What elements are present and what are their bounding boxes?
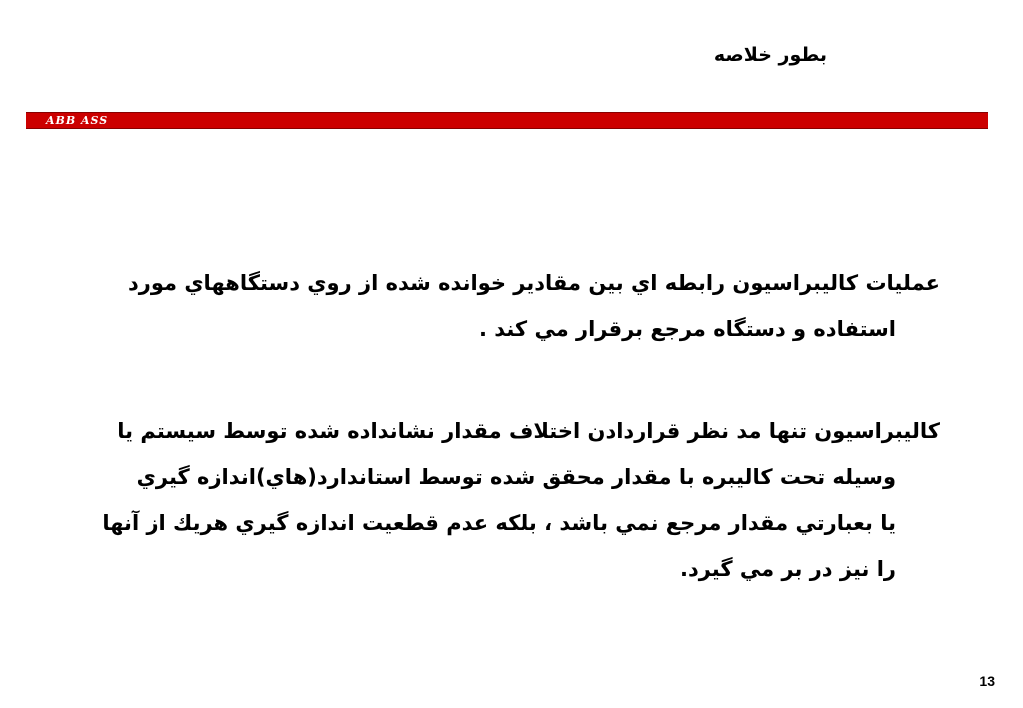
paragraph-calibration-definition: [70, 260, 940, 352]
header-bar: [26, 112, 988, 129]
paragraph-line: را نيز در بر مي گيرد.: [679, 557, 896, 581]
paragraph-line: وسيله تحت كاليبره با مقدار محقق شده توسط استاندارد(هاي)اندازه گيري: [136, 465, 896, 489]
paragraph-calibration-uncertainty: [70, 408, 940, 592]
company-logo: ABB ASS: [46, 114, 109, 127]
slide-title: بطور خلاصه: [713, 44, 827, 66]
page-number: 13: [979, 673, 995, 689]
paragraph-line: عمليات كاليبراسيون رابطه اي بين مقادير خوانده شده از روي دستگاههاي مورد: [127, 271, 940, 295]
paragraph-line: استفاده و دستگاه مرجع برقرار مي كند .: [478, 317, 896, 341]
paragraph-line: يا بعبارتي مقدار مرجع نمي باشد ، بلكه عدم قطعيت اندازه گيري هريك از آنها: [102, 511, 896, 535]
paragraph-line: كاليبراسيون تنها مد نظر قراردادن اختلاف مقدار نشانداده شده توسط سيستم يا: [117, 419, 940, 443]
